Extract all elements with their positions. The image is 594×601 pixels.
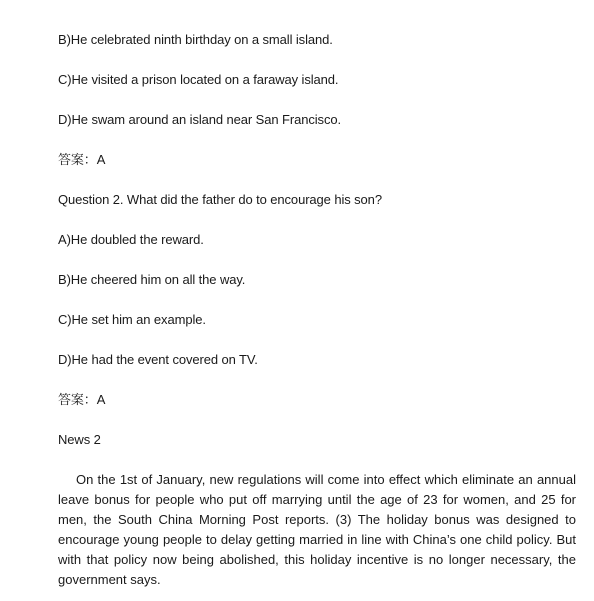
news-paragraph-text: On the 1st of January, new regulations will come into effect which eliminate an annual leave bonus for people who put off marrying until the age of 23 for women, and 25 for men, the South China Morning Post reports. (3) The holiday bonus was designed to encourage young people to delay getting married in line with China’s one child policy. But with that policy now being abolished, this holiday incentive is no longer necessary, the government says. — [58, 472, 576, 587]
option-d-line: D)He swam around an island near San Francisco. — [58, 112, 341, 127]
q2-option-b-line: B)He cheered him on all the way. — [58, 272, 246, 287]
option-b-line: B)He celebrated ninth birthday on a small island. — [58, 32, 333, 47]
answer-line-2: 答案：A — [58, 392, 106, 407]
question-2-line: Question 2. What did the father do to encourage his son? — [58, 192, 382, 207]
option-c-line: C)He visited a prison located on a faraway island. — [58, 72, 339, 87]
news-2-heading: News 2 — [58, 432, 101, 447]
news-paragraph — [58, 470, 576, 590]
q2-option-a-line: A)He doubled the reward. — [58, 232, 204, 247]
q2-option-d-line: D)He had the event covered on TV. — [58, 352, 258, 367]
q2-option-c-line: C)He set him an example. — [58, 312, 206, 327]
answer-line-1: 答案：A — [58, 152, 106, 167]
